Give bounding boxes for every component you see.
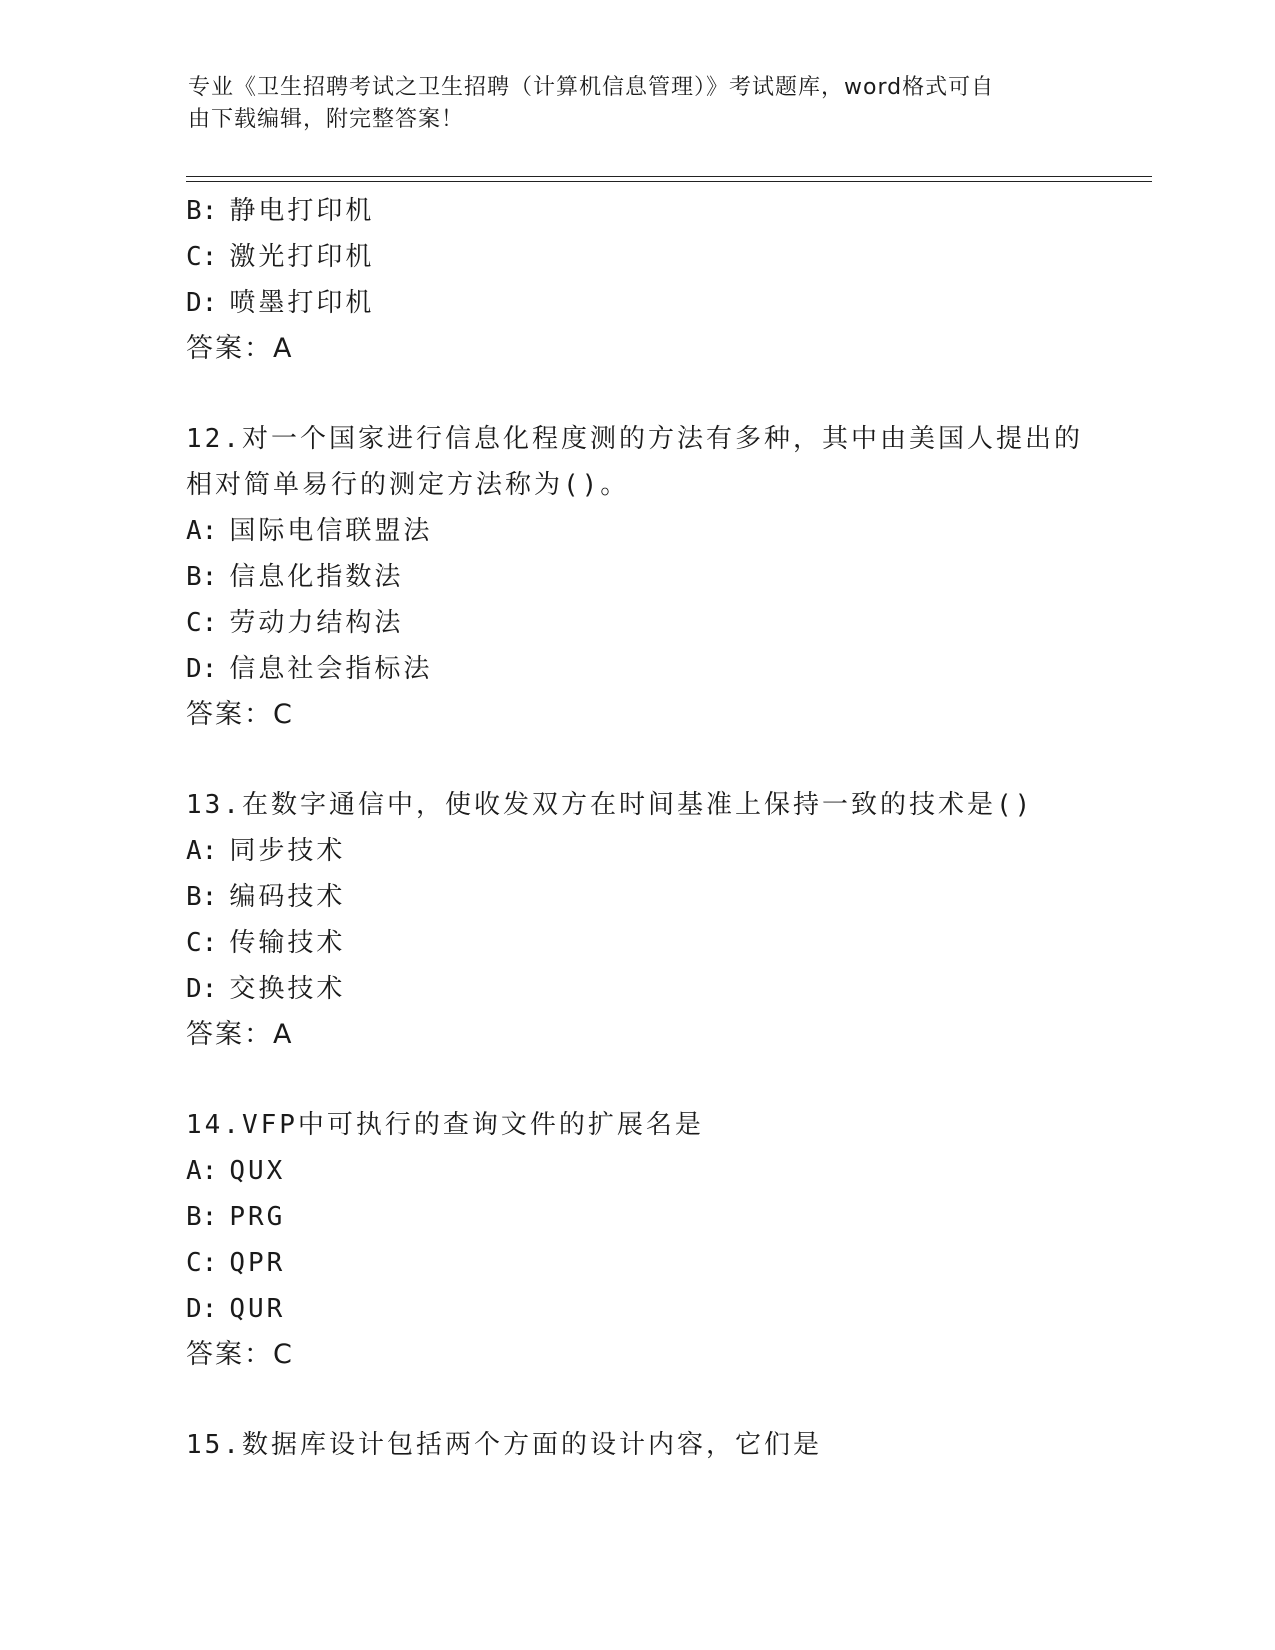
option-text: 交换技术 xyxy=(229,974,346,1004)
option-d: D: 交换技术 xyxy=(186,974,346,1004)
option-d: D: QUR xyxy=(186,1294,286,1324)
answer-line: 答案：A xyxy=(186,1019,294,1050)
question-stem-line: 14.VFP中可执行的查询文件的扩展名是 xyxy=(186,1110,704,1140)
option-text: 国际电信联盟法 xyxy=(229,516,433,546)
option-c: C: 传输技术 xyxy=(186,928,346,958)
option-text: PRG xyxy=(229,1202,286,1232)
option-text: QPR xyxy=(229,1248,286,1278)
question-stem-line: 13.在数字通信中，使收发双方在时间基准上保持一致的技术是() xyxy=(186,790,1034,820)
option-b: B: 编码技术 xyxy=(186,882,346,912)
option-c: C: 劳动力结构法 xyxy=(186,608,404,638)
question-11-continued xyxy=(186,188,1086,372)
option-b: B: 信息化指数法 xyxy=(186,562,404,592)
option-text: QUR xyxy=(229,1294,286,1324)
question-15 xyxy=(186,1422,1086,1468)
question-stem-line: 相对简单易行的测定方法称为()。 xyxy=(186,470,630,500)
option-text: 信息化指数法 xyxy=(229,562,404,592)
header-line-1: 专业《卫生招聘考试之卫生招聘（计算机信息管理）》考试题库，word格式可自 xyxy=(188,75,995,100)
option-text: QUX xyxy=(229,1156,286,1186)
option-a: A: 同步技术 xyxy=(186,836,346,866)
question-12 xyxy=(186,416,1086,738)
option-b: B: PRG xyxy=(186,1202,286,1232)
header-divider-top xyxy=(186,176,1152,177)
option-c: C: 激光打印机 xyxy=(186,242,375,272)
question-14 xyxy=(186,1102,1086,1378)
header-line-2: 由下载编辑，附完整答案！ xyxy=(188,107,465,132)
option-text: 信息社会指标法 xyxy=(229,654,433,684)
option-d: D: 信息社会指标法 xyxy=(186,654,433,684)
question-13 xyxy=(186,782,1086,1058)
question-stem-line: 15.数据库设计包括两个方面的设计内容，它们是 xyxy=(186,1430,822,1460)
option-text: 激光打印机 xyxy=(229,242,375,272)
answer-line: 答案：C xyxy=(186,1339,294,1370)
option-text: 喷墨打印机 xyxy=(229,288,375,318)
answer-line: 答案：A xyxy=(186,333,294,364)
option-text: 静电打印机 xyxy=(229,196,375,226)
option-text: 传输技术 xyxy=(229,928,346,958)
option-a: A: QUX xyxy=(186,1156,286,1186)
option-text: 劳动力结构法 xyxy=(229,608,404,638)
option-text: 同步技术 xyxy=(229,836,346,866)
option-a: A: 国际电信联盟法 xyxy=(186,516,433,546)
question-list xyxy=(186,188,1086,1468)
document-header xyxy=(188,72,1068,136)
answer-line: 答案：C xyxy=(186,699,294,730)
option-text: 编码技术 xyxy=(229,882,346,912)
question-stem-line: 12.对一个国家进行信息化程度测的方法有多种，其中由美国人提出的 xyxy=(186,424,1083,454)
option-c: C: QPR xyxy=(186,1248,286,1278)
header-divider-bottom xyxy=(186,181,1152,182)
option-d: D: 喷墨打印机 xyxy=(186,288,375,318)
option-b: B: 静电打印机 xyxy=(186,196,375,226)
